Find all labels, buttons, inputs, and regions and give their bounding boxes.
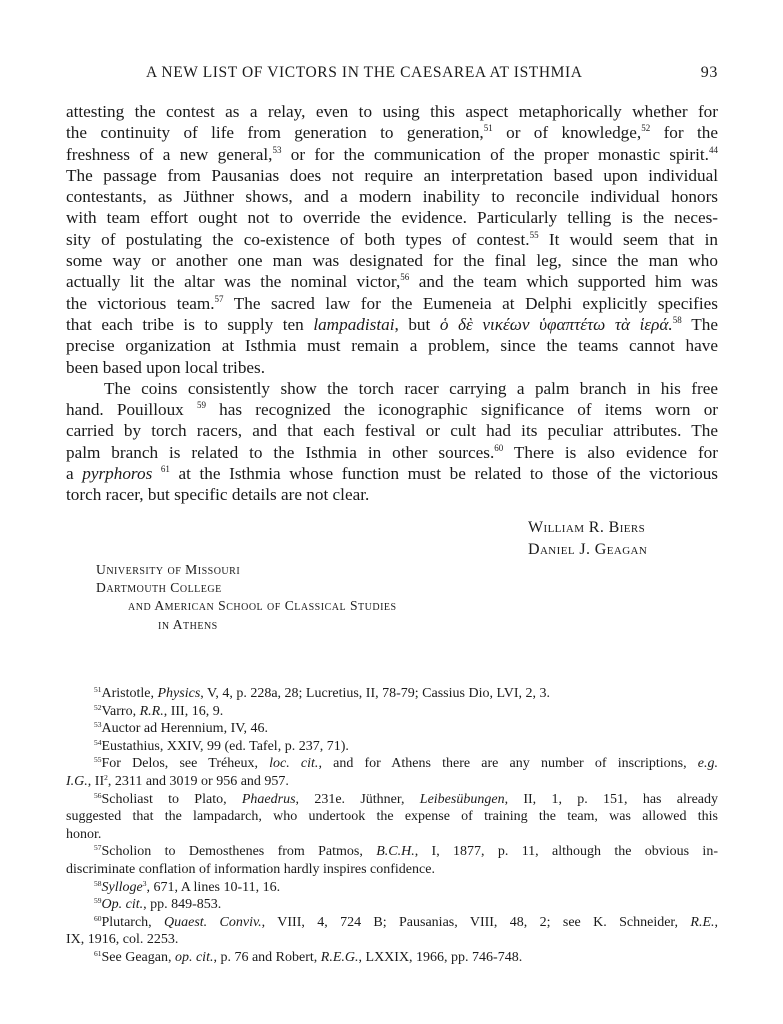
footnote-ref: 56 — [400, 272, 410, 283]
page-number: 93 — [700, 64, 718, 81]
footnote-ref: 44 — [708, 144, 718, 155]
footnote-continuation: I.G., $II^2$, 2311 and 3019 or 956 and 957. — [66, 772, 289, 789]
affiliation-line: and American School of Classical Studies — [128, 598, 397, 614]
body-line: The passage from Pausanias does not require an interpretation based upon individual — [66, 165, 718, 185]
affiliation-line: University of Missouri — [96, 562, 241, 577]
footnote-continuation: IX, 1916, col. 2253. — [66, 932, 179, 948]
body-line: attesting the contest as a relay, even to using this aspect metaphorically whether for — [66, 102, 718, 121]
footnote-ref: 58 — [672, 314, 682, 325]
footnote: $^{61}$See Geagan, op. cit., p. 76 and Robert, R.E.G., LXXIX, 1966, pp. 746-748. — [94, 948, 523, 965]
body-line: The coins consistently show the torch racer carrying a palm branch in his free — [104, 378, 718, 398]
footnote: $^{56}$Scholiast to Plato, Phaedrus, 231e. Jüthner, Leibesübungen, II, 1, p. 151, has already — [94, 790, 718, 807]
footnote-ref: 59 — [196, 400, 206, 411]
body-line: palm branch is related to the Isthmia in other sources.$^{60}$ There is also evidence for — [66, 442, 718, 462]
footnote: $^{52}$Varro, R.R., III, 16, 9. — [94, 702, 224, 719]
footnotes — [66, 685, 718, 967]
affiliation-line: in Athens — [158, 616, 218, 632]
body-line: torch racer, but specific details are not clear. — [66, 485, 370, 505]
body-line: with team effort ought not to override the evidence. Particularly telling is the neces- — [66, 208, 718, 228]
affiliation-line: Dartmouth College — [96, 580, 222, 596]
body-line: been based upon local tribes. — [66, 357, 266, 377]
footnote: $^{59}$Op. cit., pp. 849-853. — [94, 896, 222, 913]
body-line: the continuity of life from generation to generation,$^{51}$ or of knowledge,$^{52}$ for the — [66, 123, 718, 143]
footnote: $^{53}$Auctor ad Herennium, IV, 46. — [94, 720, 269, 737]
footnote: $^{54}$Eustathius, XXIV, 99 (ed. Tafel, p. 237, 71). — [94, 737, 349, 754]
footnote-ref: 57 — [214, 293, 224, 304]
footnote: $^{57}$Scholion to Demosthenes from Patmos, B.C.H., I, 1877, p. 11, although the obvious in- — [94, 843, 718, 860]
body-line: contestants, as Jüthner shows, and a modern inability to reconcile individual honors — [66, 187, 718, 207]
body-line: freshness of a new general,$^{53}$ or for the communication of the proper monastic spirit.$^{44}$ — [66, 144, 718, 164]
author-signature — [528, 517, 647, 561]
footnote-continuation: suggested that the lampadarch, who undertook the expense of training the team, was allowed this — [66, 809, 718, 825]
body-line: hand. Pouilloux $^{59}$ has recognized the iconographic significance of items worn or — [66, 400, 719, 420]
body-line: carried by torch racers, and that each festival or cult had its peculiar attributes. The — [66, 421, 718, 441]
body-line: that each tribe is to supply ten lampadistai, but ὁ δὲ νικέων ὑφαπτέτω τὰ ἱερά.$^{58}$ The — [66, 314, 718, 334]
body-line: actually lit the altar was the nominal victor,$^{56}$ and the team which supported him was — [66, 272, 718, 292]
body-line: some way or another one man was designated for the final leg, since the man who — [66, 251, 718, 271]
footnote: $^{51}$Aristotle, Physics, V, 4, p. 228a, 28; Lucretius, II, 78-79; Cassius Dio, LVI, 2, 3. — [94, 685, 550, 701]
footnote-ref: 53 — [272, 144, 282, 155]
footnote: $^{60}$Plutarch, Quaest. Conviv., VIII, 4, 724 B; Pausanias, VIII, 48, 2; see K. Schneider, R.E., — [94, 913, 718, 930]
footnote: $^{58}$Sylloge$^3$, 671, A lines 10-11, 16. — [94, 878, 281, 895]
footnote-ref: 61 — [160, 464, 170, 475]
footnote-ref: 52 — [641, 123, 651, 134]
body-line: a pyrphoros $^{61}$ at the Isthmia whose function must be related to those of the victorious — [66, 464, 718, 484]
body-line: the victorious team.$^{57}$ The sacred law for the Eumeneia at Delphi explicitly specifies — [66, 293, 718, 313]
author-name: Daniel J. Geagan — [528, 541, 648, 558]
body-line: sity of postulating the co-existence of both types of contest.$^{55}$ It would seem that in — [66, 229, 718, 249]
running-head-title: A NEW LIST OF VICTORS IN THE CAESAREA AT ISTHMIA — [146, 64, 583, 81]
body-line: precise organization at Isthmia must remain a problem, since the teams cannot have — [66, 336, 718, 356]
footnote-ref: 60 — [494, 442, 504, 453]
author-affiliation — [96, 561, 397, 634]
footnote-continuation: discriminate conflation of information hardly inspires confidence. — [66, 861, 435, 877]
greek-quote: ὁ δὲ νικέων ὑφαπτέτω τὰ ἱερά. — [439, 314, 673, 334]
body-text — [66, 101, 718, 506]
footnote-continuation: honor. — [66, 826, 102, 842]
paragraph-2 — [66, 378, 718, 506]
footnote-ref: 51 — [483, 123, 493, 134]
paragraph-1 — [66, 101, 718, 378]
footnote: $^{55}$For Delos, see Tréheux, loc. cit., and for Athens there are any number of inscriptions, e.g. — [94, 755, 718, 772]
footnote-ref: 55 — [529, 229, 539, 240]
author-name: William R. Biers — [528, 519, 646, 536]
